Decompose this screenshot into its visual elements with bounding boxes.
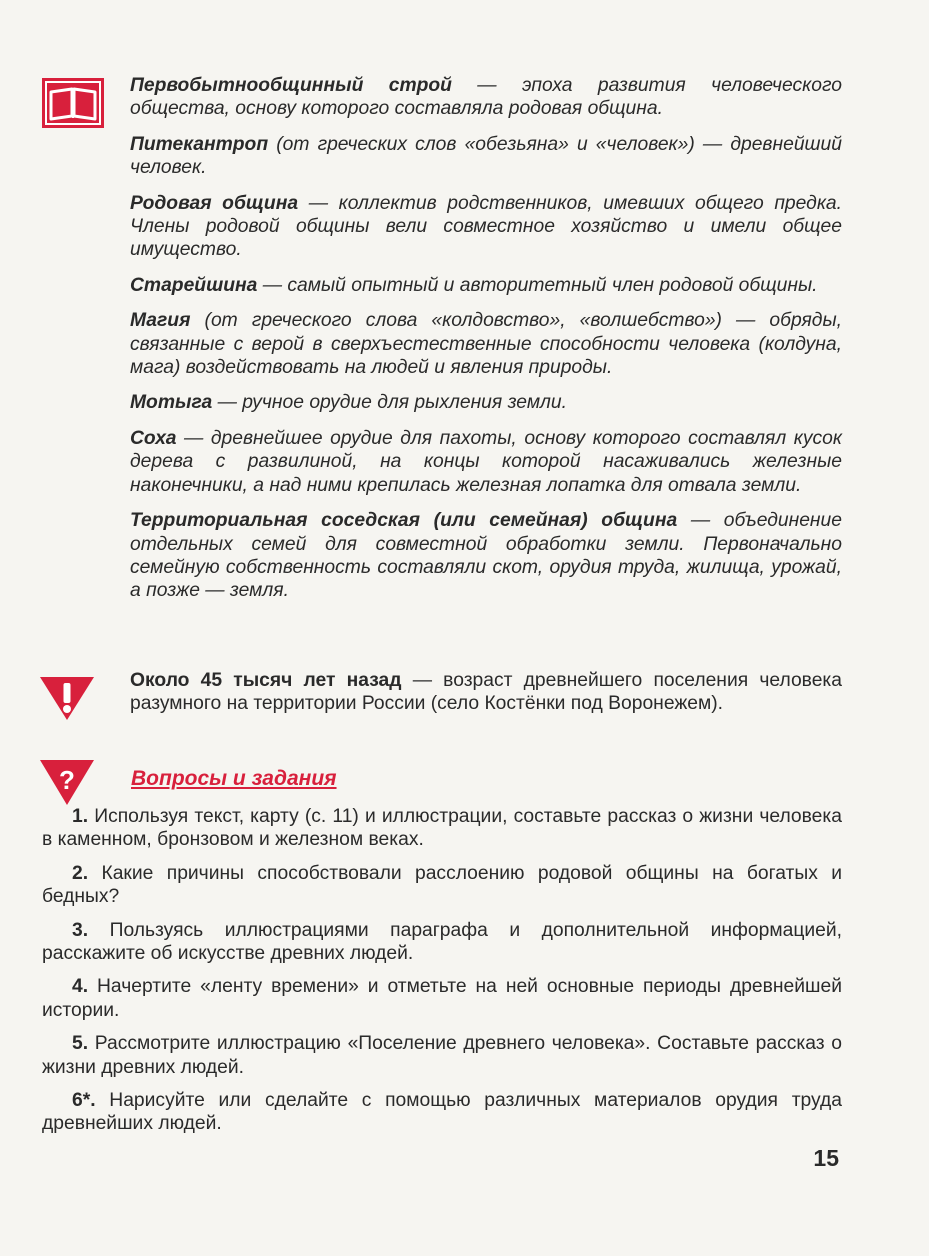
glossary-entry <box>130 391 842 414</box>
question-number: 5. <box>72 1033 89 1055</box>
glossary-term: Питекантроп <box>130 133 269 155</box>
warning-icon <box>38 674 96 722</box>
question-text: Используя текст, карту (с. 11) и иллюстрации, составьте рассказ о жизни человека в каменном, бронзовом и железном веках. <box>42 806 842 851</box>
key-fact-term: Около 45 тысяч лет назад <box>130 670 402 691</box>
key-fact-text: — возраст древнейшего поселения человека разумного на территории России (село Костёнки под Воронежем). <box>130 670 842 715</box>
glossary-definition: — древнейшее орудие для пахоты, основу которого составлял кусок дерева с развилиной, на концы которой насаживались железные наконечники, а над ними крепилась железная лопатка для отвала земли. <box>130 427 842 496</box>
question-item <box>42 1032 842 1079</box>
question-item <box>42 1089 842 1136</box>
glossary-term: Территориальная соседская (или семейная) община <box>130 510 678 532</box>
question-item <box>42 975 842 1022</box>
glossary-definition: — эпоха развития человеческого общества, основу которого составляла родовая община. <box>130 75 842 120</box>
question-text: Нарисуйте или сделайте с помощью различных материалов орудия труда древнейших людей. <box>42 1090 842 1135</box>
glossary-entry <box>130 192 842 262</box>
glossary-term: Родовая община <box>130 192 299 214</box>
key-fact <box>130 669 842 716</box>
glossary-entry <box>130 274 842 297</box>
glossary-term: Мотыга <box>130 392 213 414</box>
page-number: 15 <box>813 1145 839 1171</box>
glossary <box>130 74 842 615</box>
glossary-definition: (от греческого слова «колдовство», «волшебство») — обряды, связанные с верой в сверхъестественные способности человека (колдуна, мага) воздействовать на людей и явления природы. <box>130 310 842 379</box>
question-number: 3. <box>72 919 89 941</box>
question-item <box>42 919 842 966</box>
question-number: 1. <box>72 806 89 827</box>
book-icon <box>42 78 104 128</box>
question-item <box>42 862 842 909</box>
glossary-term: Первобытнообщинный строй <box>130 75 452 96</box>
glossary-entry <box>130 509 842 603</box>
glossary-definition: — самый опытный и авторитетный член родовой общины. <box>257 274 818 296</box>
glossary-definition: — коллектив родственников, имевших общего предка. Члены родовой общины вели совместное хозяйство и имели общее имущество. <box>130 192 842 261</box>
glossary-definition: — объединение отдельных семей для совместной обработки земли. Первоначально семейную собственность составляли скот, орудия труда, жилища, урожай, а позже — земля. <box>130 510 842 602</box>
glossary-term: Старейшина <box>130 274 258 296</box>
questions-list <box>42 805 842 1146</box>
svg-text:?: ? <box>59 765 75 795</box>
question-text: Рассмотрите иллюстрацию «Поселение древнего человека». Составьте рассказ о жизни древних людей. <box>42 1033 842 1078</box>
glossary-entry <box>130 427 842 497</box>
question-text: Пользуясь иллюстрациями параграфа и дополнительной информацией, расскажите об искусстве древних людей. <box>42 919 842 965</box>
question-text: Начертите «ленту времени» и отметьте на ней основные периоды древнейшей истории. <box>42 976 842 1021</box>
glossary-term: Соха <box>130 427 177 449</box>
glossary-entry <box>130 133 842 180</box>
question-text: Какие причины способствовали расслоению родовой общины на богатых и бедных? <box>42 862 842 908</box>
glossary-entry <box>130 309 842 379</box>
question-icon <box>38 757 96 807</box>
question-item <box>42 805 842 852</box>
glossary-term: Магия <box>130 310 191 332</box>
question-number: 4. <box>72 976 89 998</box>
glossary-definition: — ручное орудие для рыхления земли. <box>212 392 567 414</box>
question-number: 2. <box>72 862 89 884</box>
question-number: 6*. <box>72 1090 96 1112</box>
questions-heading: Вопросы и задания <box>131 767 337 790</box>
glossary-entry <box>130 74 842 121</box>
glossary-definition: (от греческих слов «обезьяна» и «человек») — древнейший человек. <box>130 133 842 179</box>
